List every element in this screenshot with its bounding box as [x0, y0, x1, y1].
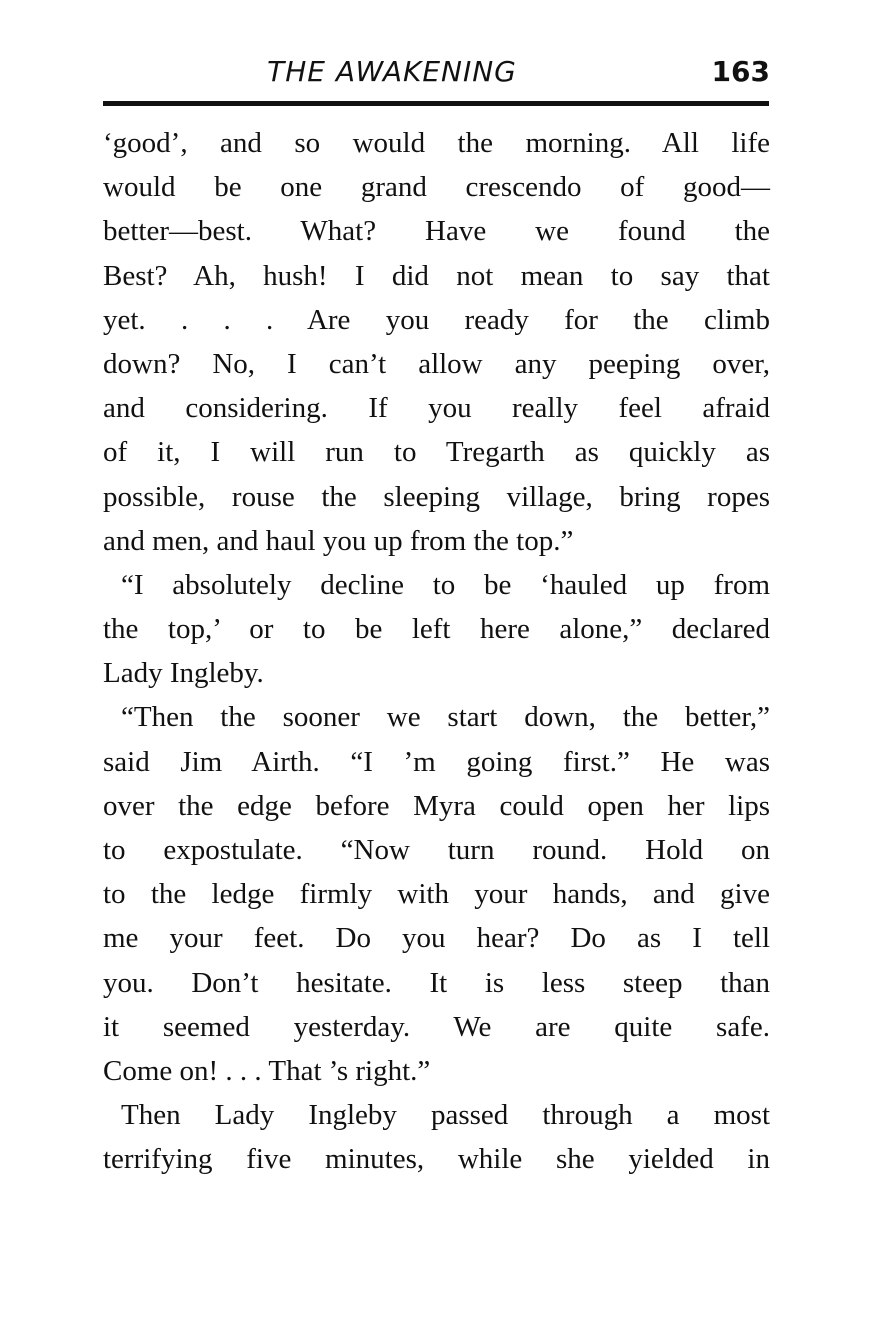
text-line: the top,’ or to be left here alone,” declared: [103, 613, 770, 646]
text-line: and considering. If you really feel afraid: [103, 392, 770, 425]
text-line: possible, rouse the sleeping village, bring ropes: [103, 480, 770, 513]
text-line: Lady Ingleby.: [103, 657, 264, 690]
paragraph: [103, 121, 770, 563]
paragraph: [103, 1093, 770, 1181]
text-line: Come on! . . . That ’s right.”: [103, 1054, 431, 1087]
text-line: over the edge before Myra could open her lips: [103, 789, 770, 822]
text-line: Best? Ah, hush! I did not mean to say that: [103, 259, 770, 292]
paragraph: [103, 695, 770, 1093]
text-line: terrifying five minutes, while she yielded in: [103, 1143, 770, 1176]
text-line: to the ledge firmly with your hands, and give: [103, 878, 770, 911]
text-line: me your feet. Do you hear? Do as I tell: [103, 922, 770, 955]
text-line: and men, and haul you up from the top.”: [103, 524, 574, 557]
text-line: yet. . . . Are you ready for the climb: [103, 303, 770, 336]
text-line: “I absolutely decline to be ‘hauled up from: [121, 568, 770, 601]
header-rule: [103, 101, 769, 106]
text-line: “Then the sooner we start down, the better,”: [121, 701, 770, 734]
paragraph: [103, 563, 770, 696]
text-line: you. Don’t hesitate. It is less steep than: [103, 966, 770, 999]
text-line: ‘good’, and so would the morning. All life: [103, 127, 770, 159]
text-line: down? No, I can’t allow any peeping over,: [103, 347, 770, 380]
text-line: of it, I will run to Tregarth as quickly as: [103, 436, 770, 469]
text-line: better—best. What? Have we found the: [103, 215, 770, 248]
text-line: it seemed yesterday. We are quite safe.: [103, 1010, 770, 1043]
text-line: would be one grand crescendo of good—: [103, 171, 770, 204]
text-line: said Jim Airth. “I ’m going first.” He was: [103, 745, 770, 778]
page-number: 163: [711, 55, 770, 88]
running-head: [103, 54, 770, 90]
running-title: THE AWAKENING: [267, 55, 517, 88]
text-line: Then Lady Ingleby passed through a most: [121, 1099, 770, 1132]
body-text: [103, 121, 770, 1182]
text-line: to expostulate. “Now turn round. Hold on: [103, 834, 770, 866]
